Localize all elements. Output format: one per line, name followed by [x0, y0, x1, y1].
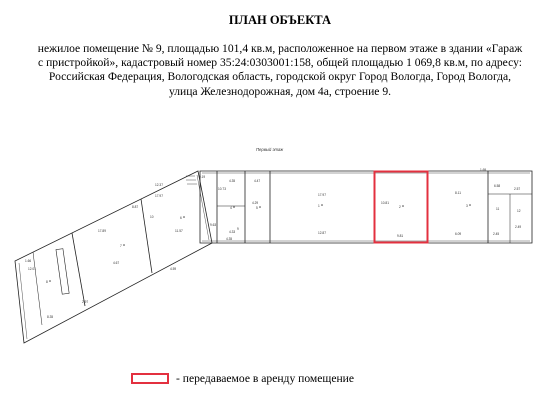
room-number: 6	[180, 216, 182, 220]
room-dim: 8.11	[455, 191, 461, 195]
room-marker-icon	[402, 205, 404, 207]
room-dim: 17.97	[318, 193, 326, 197]
description-line: с пристройкой», кадастровый номер 35:24:0303001:158, общей площадью 1 069,8 кв.м, по адресу:	[38, 56, 522, 70]
room-dim: 8.87	[132, 205, 139, 209]
room-marker-icon	[233, 206, 235, 208]
room-dim: 9.63	[210, 223, 217, 227]
room-dim: 17.97	[155, 194, 163, 198]
room-dim: 4.29	[252, 201, 259, 205]
room-dim: 6.09	[455, 232, 462, 236]
room-number: 10	[150, 215, 154, 219]
room-number: 8	[46, 280, 48, 284]
room-number: 11	[496, 207, 500, 211]
description-line: улица Железнодорожная, дом 4а, строение 9.	[168, 84, 392, 98]
dimension-label: 4.59	[170, 267, 177, 271]
room-number: 12	[517, 209, 521, 213]
room-dim: 8.35	[47, 315, 54, 319]
room-dim: 10.73	[218, 187, 226, 191]
dimension-label: 1.69	[480, 168, 487, 172]
room-dim: 2.45	[493, 232, 500, 236]
room-dim: 12.87	[318, 231, 326, 235]
room-dim: 4.67	[113, 261, 120, 265]
room-marker-icon	[49, 280, 51, 282]
room-number: 5	[256, 206, 258, 210]
room-number: 4	[230, 206, 232, 210]
room-dim: 10.81	[381, 201, 389, 205]
room-dim: 4.33	[229, 230, 236, 234]
floor-label: Первый этаж	[256, 147, 284, 152]
room-number: 3	[466, 204, 468, 208]
dimension-label: 1.66	[25, 259, 32, 263]
room-dim: 4.35	[229, 179, 236, 183]
building-outline-left-wing	[15, 171, 212, 343]
room-marker-icon	[259, 206, 261, 208]
room-marker-icon	[469, 204, 471, 206]
room-number: 7	[120, 244, 122, 248]
room-dim: 12.01	[28, 267, 36, 271]
room-dim: 2.57	[514, 187, 521, 191]
description-line: Российская Федерация, Вологодская область, городской округ Город Вологда, Город Вологда,	[48, 70, 512, 84]
room-number: 1	[318, 204, 320, 208]
room-dim: 9.81	[397, 234, 404, 238]
legend-swatch	[131, 373, 169, 384]
room-marker-icon	[123, 244, 125, 246]
dimension-label: 0.19	[199, 175, 206, 179]
room-marker-icon	[183, 216, 185, 218]
dimension-label: 4.35	[226, 237, 233, 241]
room-dim: 4.47	[254, 179, 261, 183]
room-dim: 2.49	[515, 225, 522, 229]
building-outline-right-wing	[200, 171, 532, 243]
room-dim: 6.58	[494, 184, 501, 188]
room-number: 9	[237, 227, 239, 231]
room-dim: 12.37	[155, 183, 163, 187]
legend-text: - передаваемое в аренду помещение	[176, 372, 355, 385]
room-number: 2	[399, 205, 401, 209]
room-marker-icon	[321, 204, 323, 206]
description-line: нежилое помещение № 9, площадью 101,4 кв.м, расположенное на первом этаже в здании «Гараж	[37, 42, 523, 55]
room-dim: 11.57	[175, 229, 183, 233]
room-dim: 17.89	[98, 229, 106, 233]
page-title: ПЛАН ОБЪЕКТА	[228, 13, 332, 27]
leased-room-highlight	[375, 172, 428, 243]
dimension-label: 2.97	[82, 300, 89, 304]
